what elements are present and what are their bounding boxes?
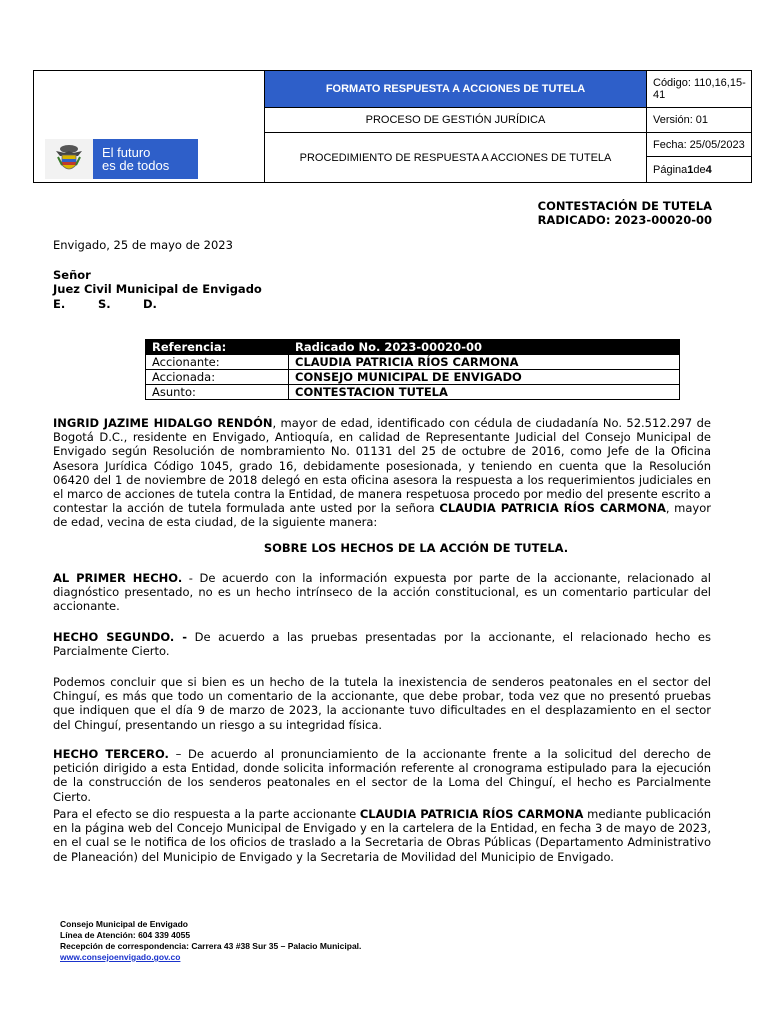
footer-website-link[interactable]: www.consejoenvigado.gov.co bbox=[60, 952, 181, 962]
addressee: Juez Civil Municipal de Envigado bbox=[53, 282, 262, 296]
contestacion-heading bbox=[538, 199, 712, 227]
page-prefix: Página bbox=[653, 163, 688, 176]
footer-entity: Consejo Municipal de Envigado bbox=[60, 919, 188, 929]
logo-line-2: es de todos bbox=[102, 158, 170, 173]
accionada-value: CONSEJO MUNICIPAL DE ENVIGADO bbox=[289, 370, 680, 385]
page-footer bbox=[60, 919, 361, 963]
section-title: SOBRE LOS HECHOS DE LA ACCIÓN DE TUTELA. bbox=[263, 541, 569, 555]
conclusion-paragraph: Podemos concluir que si bien es un hecho de la tutela la inexistencia de senderos peatonales en el sector del Chinguí, es más que todo un comentario de la accionante, que debe probar, toda vez que no presentó pruebas que indiquen que el día 9 de marzo de 2023, la accionante tuvo dificultades en el desplazamiento en el sector del Chinguí, presentando un riesgo a su integridad física. bbox=[53, 675, 711, 732]
accionante-row bbox=[146, 355, 680, 370]
response-paragraph bbox=[53, 807, 711, 864]
accionante-value: CLAUDIA PATRICIA RÍOS CARMONA bbox=[289, 355, 680, 370]
document-code: Código: 110,16,15-41 bbox=[646, 71, 751, 108]
asunto-key: Asunto: bbox=[146, 385, 289, 400]
response-text-b: mediante publicación en la página web del Concejo Municipal de Envigado y en la cartelera de la Entidad, en fecha 3 de mayo de 2023, en el cual se le notifica de los oficios de traslado a la Secretaria de Obras Públicas (Departamento Administrativo de Planeación) del Municipio de Envigado y la Secretaria de Movilidad del Municipio de Envigado. bbox=[53, 807, 712, 864]
reference-row bbox=[146, 340, 680, 355]
esd-s: S. bbox=[98, 297, 111, 311]
page-current: 1 bbox=[687, 163, 694, 176]
accionante-name: CLAUDIA PATRICIA RÍOS CARMONA bbox=[439, 501, 666, 516]
logo-text-box bbox=[93, 139, 198, 179]
document-header-table bbox=[33, 70, 752, 183]
response-name: CLAUDIA PATRICIA RÍOS CARMONA bbox=[359, 807, 584, 821]
hecho-3-paragraph bbox=[53, 747, 711, 804]
hecho-3-label: HECHO TERCERO. bbox=[53, 747, 169, 761]
page-sep: de bbox=[693, 163, 706, 176]
representative-name: INGRID JAZIME HIDALGO RENDÓN bbox=[53, 416, 273, 430]
asunto-value: CONTESTACION TUTELA bbox=[289, 385, 680, 400]
format-title: FORMATO RESPUESTA A ACCIONES DE TUTELA bbox=[265, 71, 646, 108]
accionada-row bbox=[146, 370, 680, 385]
contestacion-title: CONTESTACIÓN DE TUTELA bbox=[537, 199, 712, 213]
accionada-key: Accionada: bbox=[146, 370, 289, 385]
esd-d: D. bbox=[143, 297, 157, 311]
procedure-name: PROCEDIMIENTO DE RESPUESTA A ACCIONES DE TUTELA bbox=[299, 151, 612, 164]
hecho-2-text: De acuerdo a las pruebas presentadas por la accionante, el relacionado hecho es Parcialmente Cierto. bbox=[53, 630, 711, 659]
coat-of-arms-icon bbox=[45, 139, 93, 179]
salutation: Señor bbox=[53, 268, 91, 282]
logo-line-1: El futuro bbox=[102, 145, 151, 160]
intro-tail: , mayor de edad, vecina de esta ciudad, de la siguiente manera: bbox=[53, 501, 712, 530]
reference-key: Referencia: bbox=[146, 340, 289, 355]
hecho-3-text: – De acuerdo al pronunciamiento de la accionante frente a la solicitud del derecho de petición dirigido a esta Entidad, donde solicita información referente al cronograma estipulado para la ejecución de la construcción de los senderos peatonales en el sector de la Loma del Chinguí, el hecho es Parcialmente Cierto. bbox=[53, 747, 711, 804]
footer-address: Recepción de correspondencia: Carrera 43 #38 Sur 35 – Palacio Municipal. bbox=[60, 941, 362, 951]
hecho-1-paragraph bbox=[53, 571, 711, 614]
document-version: Versión: 01 bbox=[646, 108, 751, 133]
hecho-2-paragraph bbox=[53, 630, 711, 658]
intro-text: , mayor de edad, identificado con cédula de ciudadanía No. 52.512.297 de Bogotá D.C., residente en Envigado, Antioquía, en calidad de Representante Judicial del Consejo Municipal de Envigado según Resolución de nombramiento No. 01131 del 25 de octubre de 2016, como Jefe de la Oficina Asesora Jurídica Código 1045, grado 16, debidamente posesionada, y teniendo en cuenta que la Resolución 06420 del 1 de noviembre de 2018 delegó en esta oficina asesora la respuesta a los requerimientos judiciales en el marco de acciones de tutela contra la Entidad, de manera respetuosa procedo por medio del presente escrito a contestar la acción de tutela formulada ante usted por la señora bbox=[53, 416, 711, 516]
page-total: 4 bbox=[705, 163, 712, 176]
reference-table bbox=[145, 339, 680, 400]
hecho-2-label: HECHO SEGUNDO. - bbox=[53, 630, 187, 644]
process-name: PROCESO DE GESTIÓN JURÍDICA bbox=[265, 108, 646, 133]
place-date: Envigado, 25 de mayo de 2023 bbox=[53, 238, 233, 252]
footer-phone: Línea de Atención: 604 339 4055 bbox=[60, 930, 191, 940]
intro-paragraph bbox=[53, 416, 711, 530]
asunto-row bbox=[146, 385, 680, 400]
document-date: Fecha: 25/05/2023 bbox=[646, 133, 751, 157]
page-indicator bbox=[646, 157, 751, 182]
government-logo bbox=[45, 139, 200, 179]
response-text-a: Para el efecto se dio respuesta a la parte accionante bbox=[53, 807, 360, 821]
esd-e: E. bbox=[53, 297, 66, 311]
radicado-number: RADICADO: 2023-00020-00 bbox=[537, 213, 712, 227]
reference-value: Radicado No. 2023-00020-00 bbox=[289, 340, 680, 355]
accionante-key: Accionante: bbox=[146, 355, 289, 370]
hecho-1-text: - De acuerdo con la información expuesta por parte de la accionante, relacionado al diagnóstico presentado, no es un hecho intrínseco de la acción constitucional, es un comentario particular del accionante. bbox=[53, 571, 712, 614]
hecho-1-label: AL PRIMER HECHO. bbox=[53, 571, 183, 585]
